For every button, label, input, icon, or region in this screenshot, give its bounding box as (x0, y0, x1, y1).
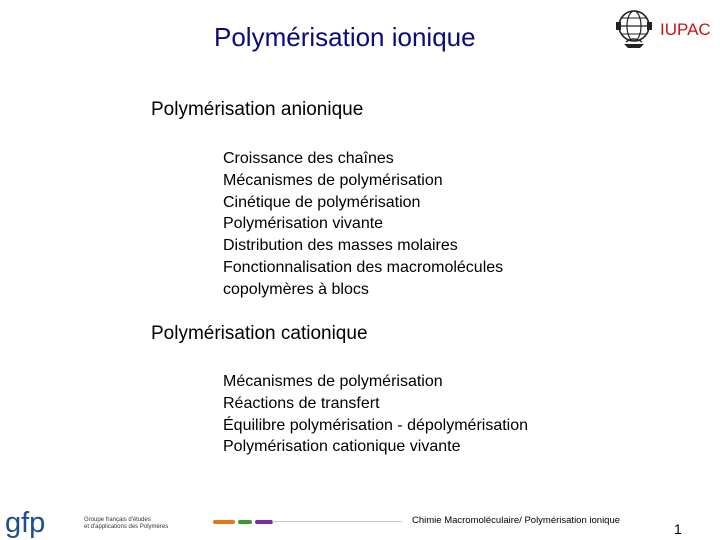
gfp-subtitle (84, 517, 168, 531)
gfp-subtitle-line: et d'applications des Polymères (84, 524, 169, 530)
gfp-logo (4, 507, 66, 540)
gfp-subtitle-line: Groupe français d'études (84, 517, 151, 523)
list-item: Réactions de transfert (223, 394, 380, 412)
list-item: Mécanismes de polymérisation (223, 373, 443, 390)
gfp-logo-text: gfp (5, 507, 46, 539)
list-item: Mécanismes de polymérisation (223, 171, 443, 189)
slide-title: Polymérisation ionique (214, 22, 476, 52)
section-heading-cationic: Polymérisation cationique (151, 323, 368, 344)
footer-course-label: Chimie Macromoléculaire/ Polymérisation ionique (412, 515, 621, 526)
section-heading-anionic: Polymérisation anionique (151, 99, 364, 120)
list-item: Équilibre polymérisation - dépolymérisation (223, 416, 529, 434)
footer-divider (272, 521, 402, 522)
iupac-label: IUPAC (660, 20, 711, 39)
page-number: 1 (674, 521, 682, 537)
decorative-dash-orange (213, 520, 235, 524)
decorative-dash-green (238, 520, 252, 524)
list-item: copolymères à blocs (223, 280, 369, 298)
list-item: Distribution des masses molaires (223, 237, 458, 255)
list-item: Croissance des chaînes (223, 150, 394, 167)
list-item: Cinétique de polymérisation (223, 193, 421, 211)
list-item: Polymérisation cationique vivante (223, 438, 461, 456)
decorative-dash-purple (255, 520, 273, 524)
cationic-topic-list (223, 371, 528, 458)
anionic-topic-list (223, 148, 503, 301)
list-item: Polymérisation vivante (223, 215, 384, 233)
list-item: Fonctionnalisation des macromolécules (223, 258, 504, 276)
iupac-globe-logo (612, 6, 656, 50)
